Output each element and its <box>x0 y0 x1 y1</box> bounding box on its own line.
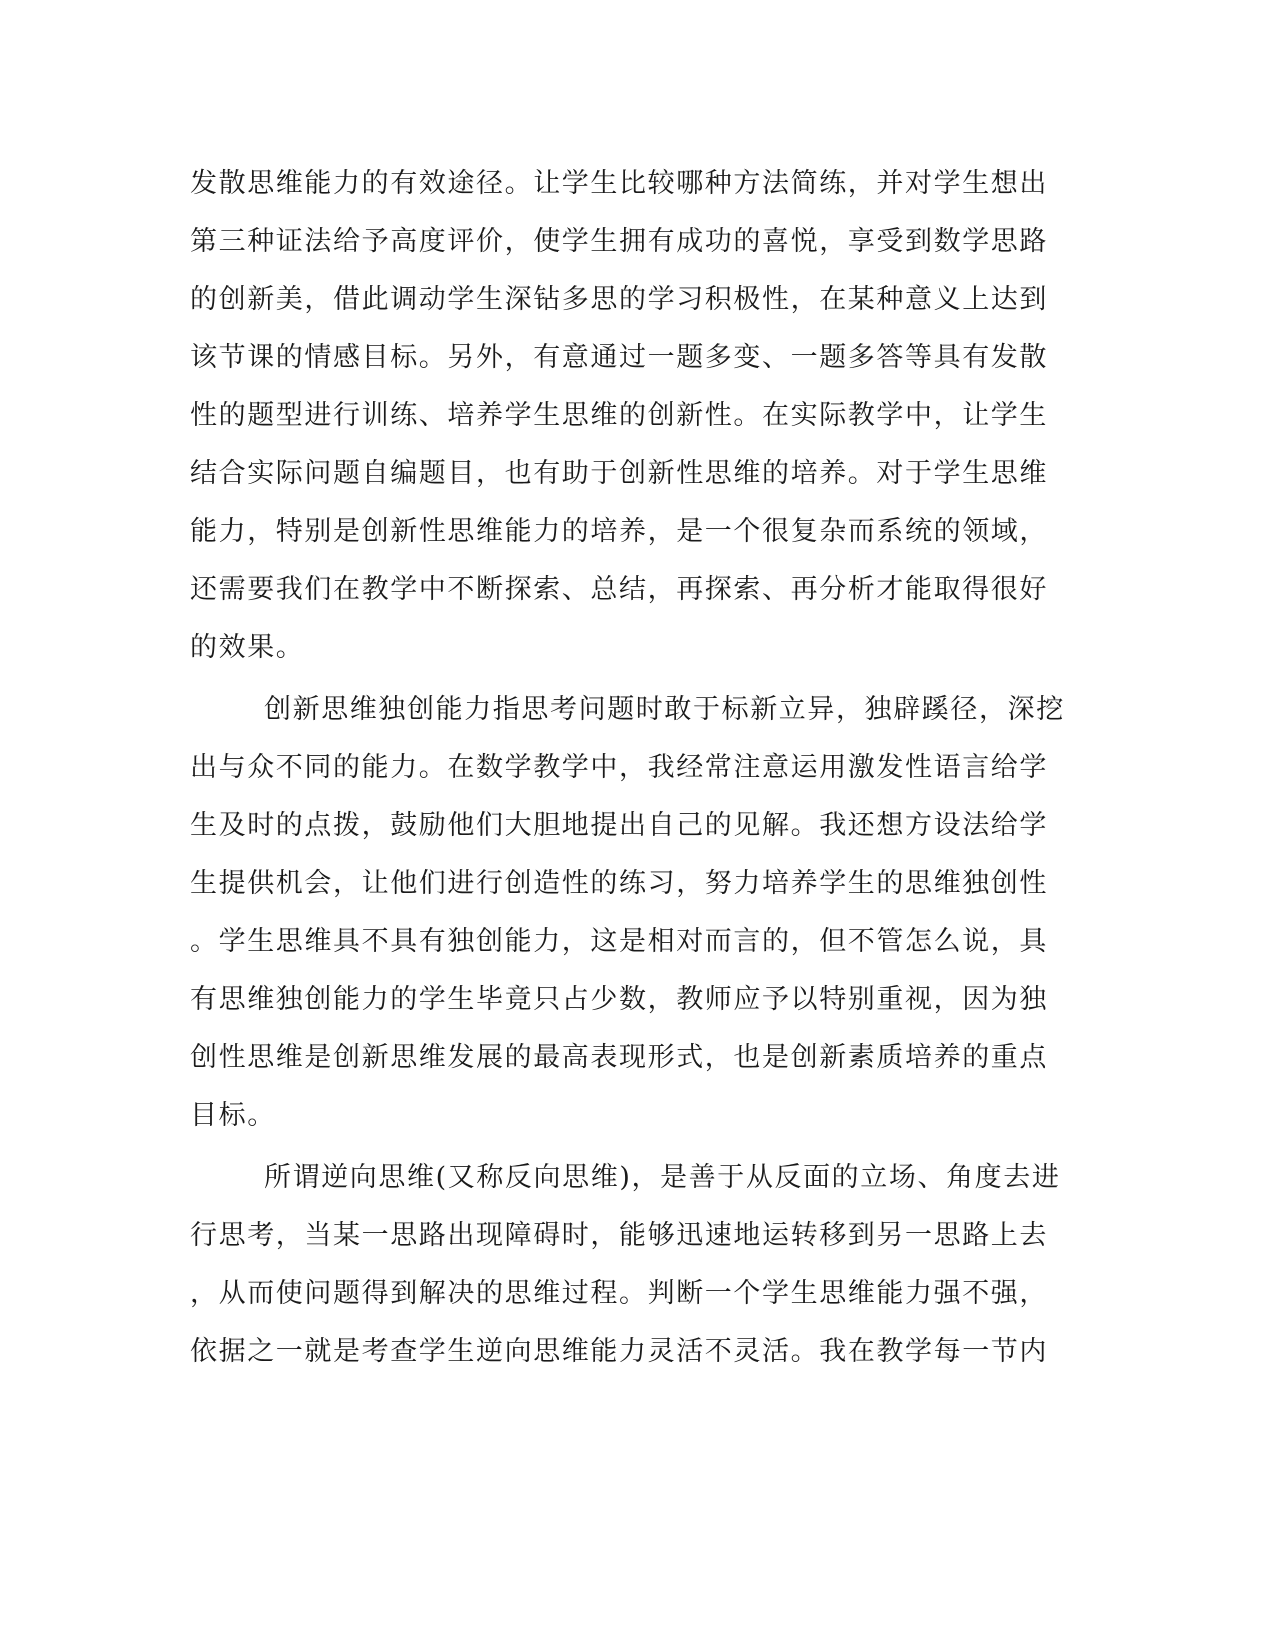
paragraph-start-line: 创新思维独创能力指思考问题时敢于标新立异，独辟蹊径，深挖 <box>264 694 1065 725</box>
text-line: 能力，特别是创新性思维能力的培养，是一个很复杂而系统的领域， <box>190 516 1048 547</box>
text-line: 的效果。 <box>190 632 305 663</box>
text-line: 还需要我们在教学中不断探索、总结，再探索、再分析才能取得很好 <box>190 574 1048 605</box>
text-line: 的创新美，借此调动学生深钻多思的学习积极性，在某种意义上达到 <box>190 284 1048 315</box>
paragraph-start-line: 所谓逆向思维(又称反向思维)，是善于从反面的立场、角度去进 <box>264 1162 1061 1193</box>
text-line: 该节课的情感目标。另外，有意通过一题多变、一题多答等具有发散 <box>190 342 1048 373</box>
text-line: 创性思维是创新思维发展的最高表现形式，也是创新素质培养的重点 <box>190 1042 1048 1073</box>
text-line: 发散思维能力的有效途径。让学生比较哪种方法简练，并对学生想出 <box>190 168 1048 199</box>
text-line: 性的题型进行训练、培养学生思维的创新性。在实际教学中，让学生 <box>190 400 1048 431</box>
text-line: 目标。 <box>190 1100 276 1131</box>
text-line: 生及时的点拨，鼓励他们大胆地提出自己的见解。我还想方设法给学 <box>190 810 1048 841</box>
text-line: 行思考，当某一思路出现障碍时，能够迅速地运转移到另一思路上去 <box>190 1220 1048 1251</box>
text-line: 生提供机会，让他们进行创造性的练习，努力培养学生的思维独创性 <box>190 868 1048 899</box>
text-line: 。学生思维具不具有独创能力，这是相对而言的，但不管怎么说，具 <box>190 926 1048 957</box>
text-line: 第三种证法给予高度评价，使学生拥有成功的喜悦，享受到数学思路 <box>190 226 1048 257</box>
text-line: ，从而使问题得到解决的思维过程。判断一个学生思维能力强不强， <box>190 1278 1048 1309</box>
text-line: 结合实际问题自编题目，也有助于创新性思维的培养。对于学生思维 <box>190 458 1048 489</box>
text-line: 有思维独创能力的学生毕竟只占少数，教师应予以特别重视，因为独 <box>190 984 1048 1015</box>
text-line: 依据之一就是考查学生逆向思维能力灵活不灵活。我在教学每一节内 <box>190 1336 1048 1367</box>
text-line: 出与众不同的能力。在数学教学中，我经常注意运用激发性语言给学 <box>190 752 1048 783</box>
